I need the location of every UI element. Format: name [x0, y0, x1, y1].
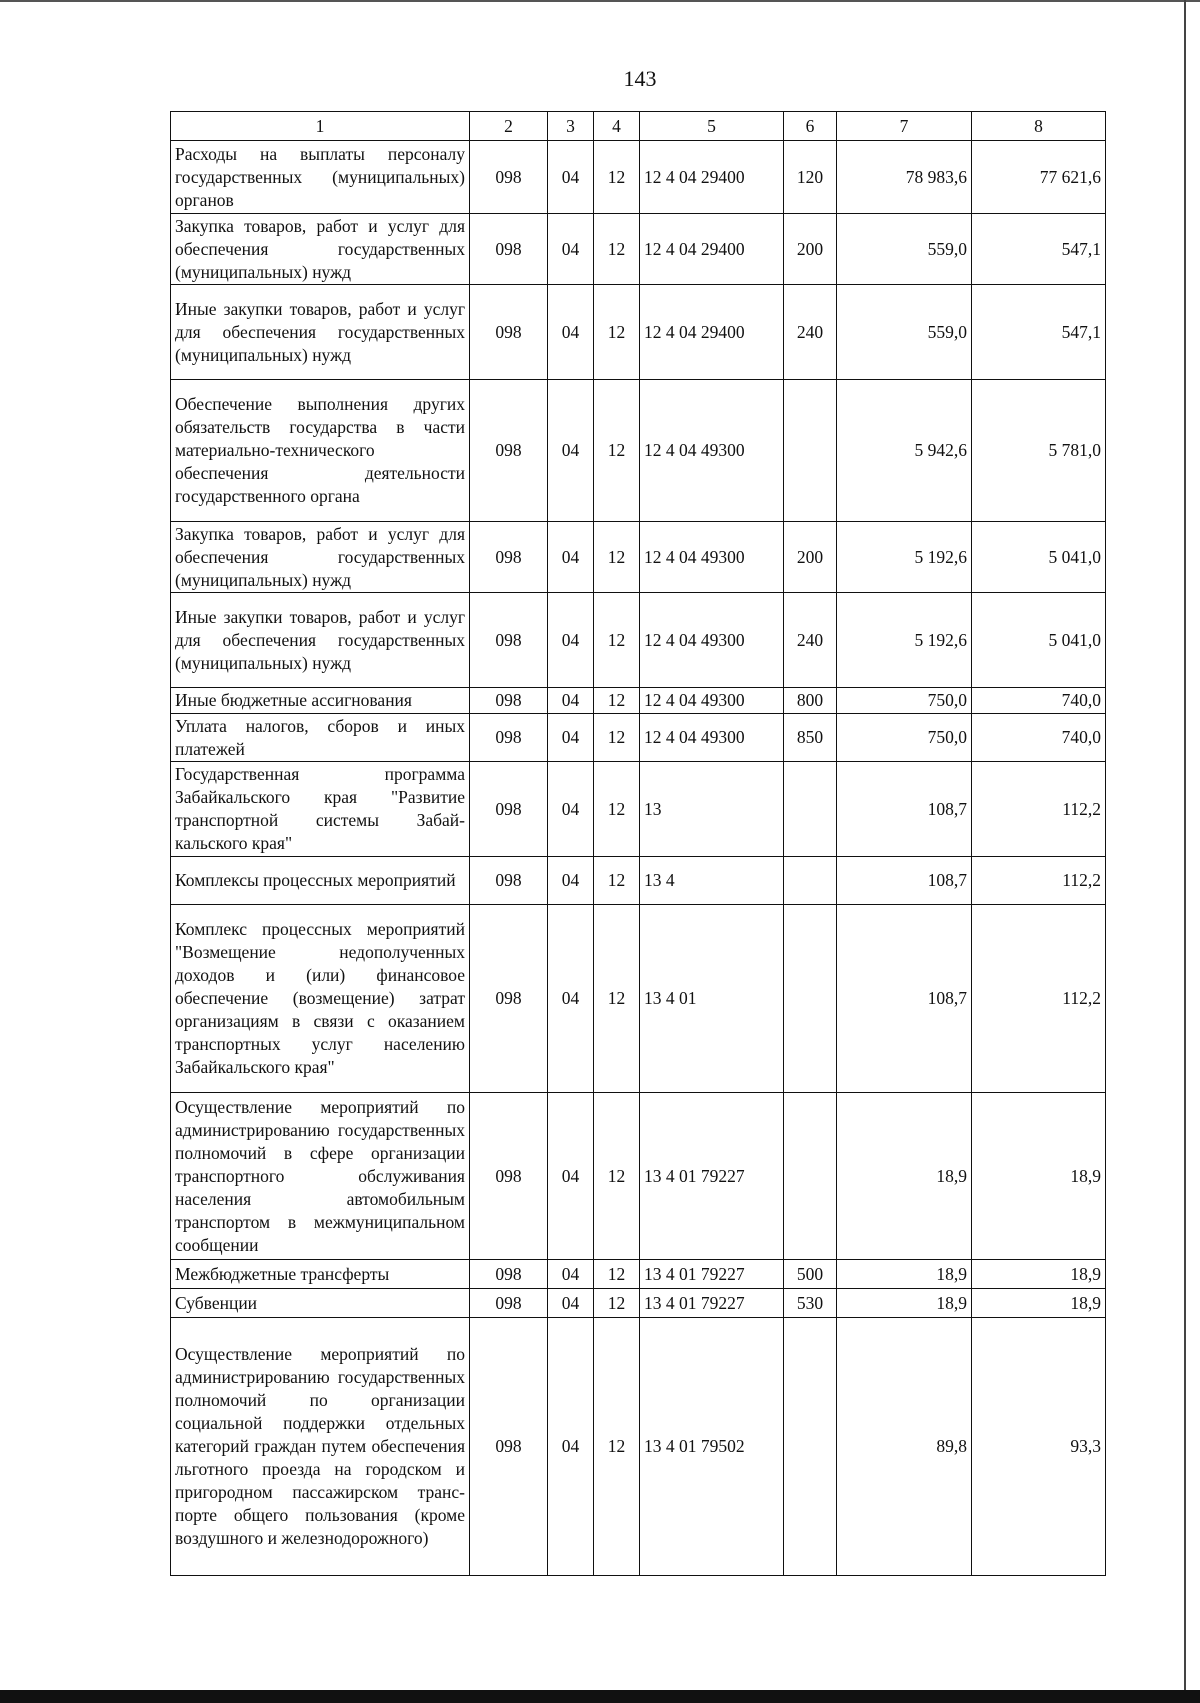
- cell-col-8: 77 621,6: [972, 141, 1106, 214]
- row-name: Государственная программа Забайкальского края "Развитие транспортной системы Забайкальского края": [171, 762, 470, 857]
- cell-col-4: 12: [594, 593, 640, 688]
- row-name: Комплекс процессных мероприятий "Возмещение недополученных доходов и (или) финансовое обеспечение (возмещение) затрат организациям в связи с оказанием транспортных услуг населению Забайкальского края": [171, 905, 470, 1093]
- cell-col-6: 240: [784, 593, 837, 688]
- row-name: Иные закупки товаров, работ и услуг для обеспечения государственных (муниципальных) нужд: [171, 593, 470, 688]
- cell-col-7: 18,9: [837, 1260, 972, 1289]
- table-row: [171, 857, 1106, 905]
- cell-col-3: 04: [548, 1289, 594, 1318]
- cell-col-5: 12 4 04 49300: [640, 714, 784, 762]
- cell-col-4: 12: [594, 285, 640, 380]
- cell-col-3: 04: [548, 762, 594, 857]
- cell-col-5: 12 4 04 29400: [640, 141, 784, 214]
- table-row: [171, 688, 1106, 714]
- column-header: 3: [548, 112, 594, 141]
- cell-col-3: 04: [548, 141, 594, 214]
- page-number: 143: [623, 66, 657, 91]
- row-name: Комплексы процессных мероприятий: [171, 857, 470, 905]
- cell-col-5: 12 4 04 49300: [640, 593, 784, 688]
- cell-col-3: 04: [548, 688, 594, 714]
- cell-col-6: 200: [784, 522, 837, 593]
- cell-col-5: 13 4 01 79227: [640, 1093, 784, 1260]
- cell-col-8: 547,1: [972, 214, 1106, 285]
- cell-col-3: 04: [548, 380, 594, 522]
- cell-col-7: 559,0: [837, 285, 972, 380]
- cell-col-7: 18,9: [837, 1289, 972, 1318]
- column-header: 2: [470, 112, 548, 141]
- cell-col-5: 12 4 04 29400: [640, 214, 784, 285]
- column-header: 7: [837, 112, 972, 141]
- cell-col-4: 12: [594, 714, 640, 762]
- row-name: Обеспечение выполнения других обязательств государства в части материально-технического обеспечения деятельности государственного органа: [171, 380, 470, 522]
- cell-col-3: 04: [548, 285, 594, 380]
- row-name: Осуществление мероприятий по администрированию государственных полномочий по организации социальной поддержки отдельных категорий граждан путем обеспечения льготного проезда на городском и пригородном пассажирском транспорте общего пользования (кроме воздушного и железнодорожного): [171, 1318, 470, 1576]
- cell-col-7: 89,8: [837, 1318, 972, 1576]
- cell-col-7: 18,9: [837, 1093, 972, 1260]
- row-name: Осуществление мероприятий по администрированию государственных полномочий в сфере организации транспортного обслуживания населения автомобильным транспортом в межмуниципальном сообщении: [171, 1093, 470, 1260]
- cell-col-6: [784, 762, 837, 857]
- cell-col-5: 12 4 04 49300: [640, 522, 784, 593]
- scan-edge-right: [1184, 0, 1186, 1703]
- table-row: [171, 214, 1106, 285]
- table-row: [171, 141, 1106, 214]
- row-name: Закупка товаров, работ и услуг для обеспечения государственных (муниципальных) нужд: [171, 214, 470, 285]
- cell-col-7: 5 192,6: [837, 522, 972, 593]
- cell-col-6: 200: [784, 214, 837, 285]
- cell-col-2: 098: [470, 214, 548, 285]
- cell-col-6: [784, 1318, 837, 1576]
- table-row: [171, 714, 1106, 762]
- cell-col-4: 12: [594, 380, 640, 522]
- cell-col-4: 12: [594, 141, 640, 214]
- cell-col-3: 04: [548, 714, 594, 762]
- table-row: [171, 593, 1106, 688]
- cell-col-5: 13 4 01 79227: [640, 1289, 784, 1318]
- cell-col-8: 18,9: [972, 1093, 1106, 1260]
- cell-col-7: 559,0: [837, 214, 972, 285]
- cell-col-6: 120: [784, 141, 837, 214]
- table-row: [171, 380, 1106, 522]
- cell-col-5: 13 4: [640, 857, 784, 905]
- cell-col-3: 04: [548, 857, 594, 905]
- cell-col-2: 098: [470, 522, 548, 593]
- row-name: Иные бюджетные ассигнования: [171, 688, 470, 714]
- cell-col-4: 12: [594, 1289, 640, 1318]
- cell-col-7: 750,0: [837, 714, 972, 762]
- scan-edge-top: [0, 0, 1200, 2]
- cell-col-7: 108,7: [837, 762, 972, 857]
- table-row: [171, 1260, 1106, 1289]
- row-name: Закупка товаров, работ и услуг для обеспечения государственных (муниципальных) нужд: [171, 522, 470, 593]
- cell-col-2: 098: [470, 141, 548, 214]
- cell-col-2: 098: [470, 285, 548, 380]
- budget-table: [170, 111, 1106, 1576]
- row-name: Иные закупки товаров, работ и услуг для обеспечения государственных (муниципальных) нужд: [171, 285, 470, 380]
- cell-col-2: 098: [470, 593, 548, 688]
- table-row: [171, 1318, 1106, 1576]
- column-header: 1: [171, 112, 470, 141]
- cell-col-2: 098: [470, 714, 548, 762]
- cell-col-8: 112,2: [972, 857, 1106, 905]
- column-header: 4: [594, 112, 640, 141]
- cell-col-8: 547,1: [972, 285, 1106, 380]
- cell-col-4: 12: [594, 762, 640, 857]
- row-name: Межбюджетные трансферты: [171, 1260, 470, 1289]
- row-name: Субвенции: [171, 1289, 470, 1318]
- cell-col-8: 5 781,0: [972, 380, 1106, 522]
- cell-col-5: 12 4 04 29400: [640, 285, 784, 380]
- cell-col-4: 12: [594, 1093, 640, 1260]
- cell-col-5: 12 4 04 49300: [640, 380, 784, 522]
- cell-col-3: 04: [548, 1093, 594, 1260]
- cell-col-8: 112,2: [972, 762, 1106, 857]
- cell-col-4: 12: [594, 522, 640, 593]
- cell-col-2: 098: [470, 857, 548, 905]
- cell-col-2: 098: [470, 688, 548, 714]
- table-row: [171, 285, 1106, 380]
- cell-col-3: 04: [548, 1260, 594, 1289]
- cell-col-2: 098: [470, 1260, 548, 1289]
- cell-col-3: 04: [548, 1318, 594, 1576]
- cell-col-5: 13: [640, 762, 784, 857]
- cell-col-8: 112,2: [972, 905, 1106, 1093]
- table-row: [171, 762, 1106, 857]
- cell-col-4: 12: [594, 905, 640, 1093]
- cell-col-7: 5 192,6: [837, 593, 972, 688]
- cell-col-5: 12 4 04 49300: [640, 688, 784, 714]
- cell-col-8: 5 041,0: [972, 593, 1106, 688]
- cell-col-8: 18,9: [972, 1260, 1106, 1289]
- cell-col-5: 13 4 01: [640, 905, 784, 1093]
- table-row: [171, 522, 1106, 593]
- cell-col-6: 850: [784, 714, 837, 762]
- header-row: [171, 112, 1106, 141]
- column-header: 5: [640, 112, 784, 141]
- cell-col-4: 12: [594, 1318, 640, 1576]
- cell-col-2: 098: [470, 1318, 548, 1576]
- scan-edge-bottom: [0, 1690, 1200, 1703]
- cell-col-5: 13 4 01 79227: [640, 1260, 784, 1289]
- cell-col-7: 750,0: [837, 688, 972, 714]
- table-row: [171, 1093, 1106, 1260]
- cell-col-3: 04: [548, 214, 594, 285]
- column-header: 6: [784, 112, 837, 141]
- cell-col-6: 240: [784, 285, 837, 380]
- cell-col-3: 04: [548, 905, 594, 1093]
- cell-col-4: 12: [594, 688, 640, 714]
- cell-col-7: 5 942,6: [837, 380, 972, 522]
- cell-col-2: 098: [470, 380, 548, 522]
- cell-col-6: [784, 857, 837, 905]
- cell-col-5: 13 4 01 79502: [640, 1318, 784, 1576]
- cell-col-6: [784, 380, 837, 522]
- cell-col-6: [784, 905, 837, 1093]
- row-name: Уплата налогов, сборов и иных платежей: [171, 714, 470, 762]
- cell-col-2: 098: [470, 762, 548, 857]
- cell-col-6: 500: [784, 1260, 837, 1289]
- cell-col-3: 04: [548, 522, 594, 593]
- cell-col-3: 04: [548, 593, 594, 688]
- cell-col-6: 530: [784, 1289, 837, 1318]
- cell-col-8: 740,0: [972, 688, 1106, 714]
- cell-col-7: 108,7: [837, 905, 972, 1093]
- cell-col-4: 12: [594, 214, 640, 285]
- cell-col-4: 12: [594, 857, 640, 905]
- column-header: 8: [972, 112, 1106, 141]
- cell-col-6: [784, 1093, 837, 1260]
- cell-col-2: 098: [470, 1289, 548, 1318]
- cell-col-2: 098: [470, 905, 548, 1093]
- cell-col-7: 78 983,6: [837, 141, 972, 214]
- table-row: [171, 905, 1106, 1093]
- cell-col-8: 5 041,0: [972, 522, 1106, 593]
- cell-col-6: 800: [784, 688, 837, 714]
- cell-col-8: 93,3: [972, 1318, 1106, 1576]
- cell-col-8: 18,9: [972, 1289, 1106, 1318]
- cell-col-2: 098: [470, 1093, 548, 1260]
- row-name: Расходы на выплаты персоналу государственных (муниципальных) органов: [171, 141, 470, 214]
- cell-col-7: 108,7: [837, 857, 972, 905]
- table-row: [171, 1289, 1106, 1318]
- cell-col-8: 740,0: [972, 714, 1106, 762]
- cell-col-4: 12: [594, 1260, 640, 1289]
